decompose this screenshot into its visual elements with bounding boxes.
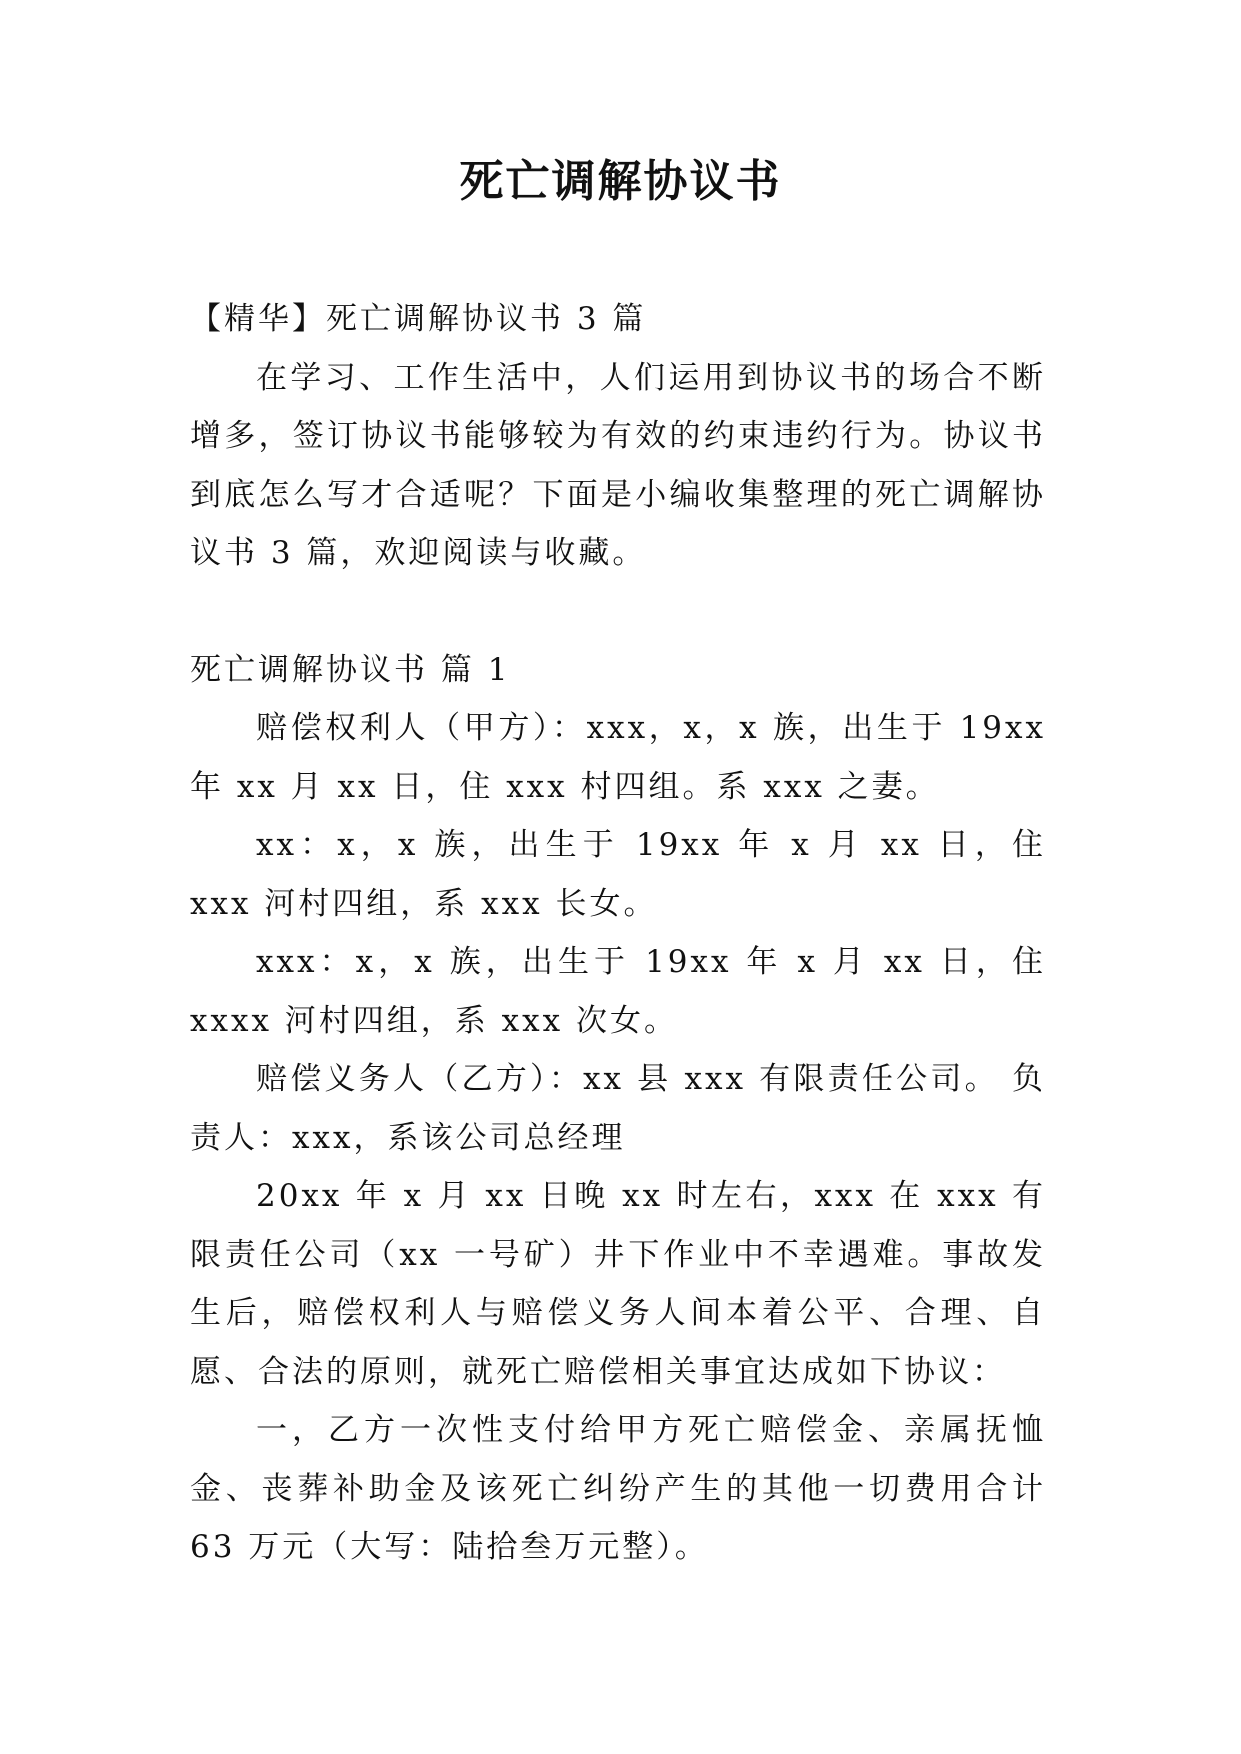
body-paragraph: 一，乙方一次性支付给甲方死亡赔偿金、亲属抚恤金、丧葬补助金及该死亡纠纷产生的其他一切费用合计 63 万元（大写：陆拾叁万元整）。: [190, 1412, 1046, 1565]
document-title: 死亡调解协议书: [459, 156, 782, 207]
document-body: [190, 290, 1046, 1577]
body-paragraph: xxx：x，x 族，出生于 19xx 年 x 月 xx 日，住 xxxx 河村四组，系 xxx 次女。: [190, 944, 1046, 1039]
body-paragraph: xx：x，x 族，出生于 19xx 年 x 月 xx 日，住 xxx 河村四组，系 xxx 长女。: [190, 827, 1046, 922]
body-paragraph: 赔偿权利人（甲方）：xxx，x，x 族，出生于 19xx 年 xx 月 xx 日，住 xxx 村四组。系 xxx 之妻。: [190, 710, 1046, 805]
section-spacer: [190, 583, 1046, 641]
section-heading: 死亡调解协议书 篇 1: [190, 651, 511, 688]
body-paragraph: 赔偿义务人（乙方）：xx 县 xxx 有限责任公司。 负责人：xxx，系该公司总经理: [190, 1061, 1046, 1156]
intro-paragraph: 在学习、工作生活中，人们运用到协议书的场合不断增多，签订协议书能够较为有效的约束违约行为。协议书到底怎么写才合适呢？下面是小编收集整理的死亡调解协议书 3 篇，欢迎阅读与收藏。: [190, 359, 1046, 571]
body-paragraph: 20xx 年 x 月 xx 日晚 xx 时左右，xxx 在 xxx 有限责任公司（xx 一号矿）井下作业中不幸遇难。事故发生后，赔偿权利人与赔偿义务人间本着公平、合理、自愿、合法的原则，就死亡赔偿相关事宜达成如下协议：: [190, 1178, 1046, 1390]
document-subtitle: 【精华】死亡调解协议书 3 篇: [190, 301, 647, 337]
